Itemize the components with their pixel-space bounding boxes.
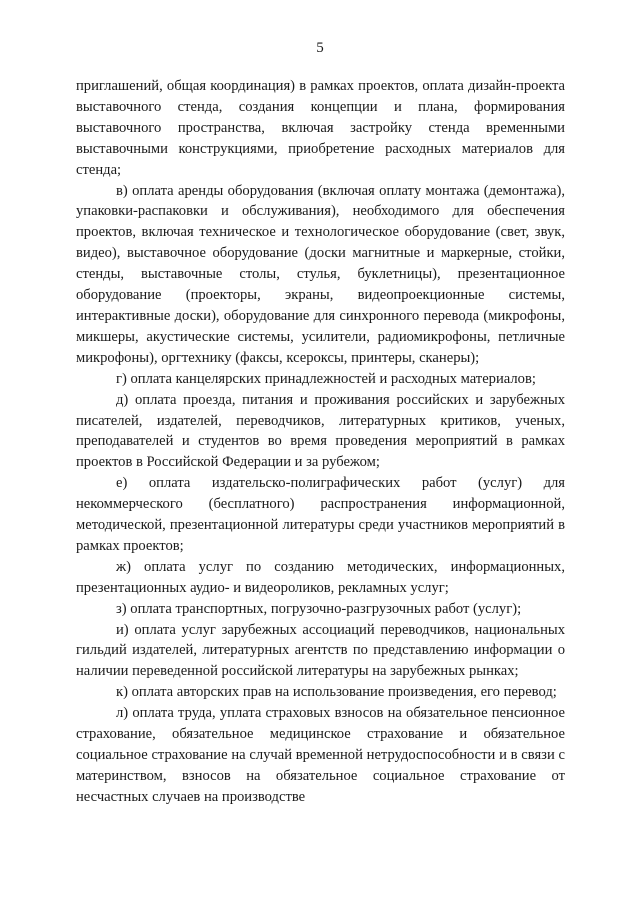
paragraph-item-z: з) оплата транспортных, погрузочно-разгрузочных работ (услуг); [116, 600, 522, 617]
paragraph-item-e: е) оплата издательско-полиграфических работ (услуг) для некоммерческого (бесплатного) распространения информационной, методической, презентационной литературы среди участников мероприятий в рамках проектов; [76, 475, 565, 554]
document-body [76, 76, 565, 808]
paragraph-item-k: к) оплата авторских прав на использование произведения, его перевод; [116, 684, 557, 701]
paragraph-item-zh: ж) оплата услуг по созданию методических, информационных, презентационных аудио- и видеороликов, рекламных услуг; [76, 558, 565, 596]
paragraph-item-d: д) оплата проезда, питания и проживания российских и зарубежных писателей, издателей, переводчиков, литературных критиков, ученых, преподавателей и студентов во время проведения мероприятий в рамках проектов в Российской Федерации и за рубежом; [76, 391, 565, 471]
paragraph-item-i: и) оплата услуг зарубежных ассоциаций переводчиков, национальных гильдий издателей, литературных агентств по представлению информации о наличии переведенной российской литературы на зарубежных рынках; [76, 621, 565, 680]
paragraph-item-v: в) оплата аренды оборудования (включая оплату монтажа (демонтажа), упаковки-распаковки и обслуживания), необходимого для обеспечения проектов, включая техническое и технологическое оборудование (свет, звук, видео), выставочное оборудование (доски магнитные и маркерные, стойки, стенды, выставочные столы, стулья, буклетницы), презентационное оборудование (проекторы, экраны, видеопроекционные системы, интерактивные доски), оборудование для синхронного перевода (микрофоны, микшеры, акустические системы, усилители, радиомикрофоны, петличные микрофоны), оргтехнику (факсы, ксероксы, принтеры, сканеры); [76, 182, 565, 366]
page-number: 5 [316, 40, 324, 56]
paragraph-continuation: приглашений, общая координация) в рамках проектов, оплата дизайн-проекта выставочного стенда, создания концепции и плана, формирования выставочного пространства, включая застройку стенда временными выставочными конструкциями, приобретение расходных материалов для стенда; [76, 78, 565, 178]
paragraph-item-l: л) оплата труда, уплата страховых взносов на обязательное пенсионное страхование, обязательное медицинское страхование и обязательное социальное страхование на случай временной нетрудоспособности и в связи с материнством, взносов на обязательное социальное страхование от несчастных случаев на производстве [76, 705, 565, 805]
paragraph-item-g: г) оплата канцелярских принадлежностей и расходных материалов; [116, 370, 536, 387]
